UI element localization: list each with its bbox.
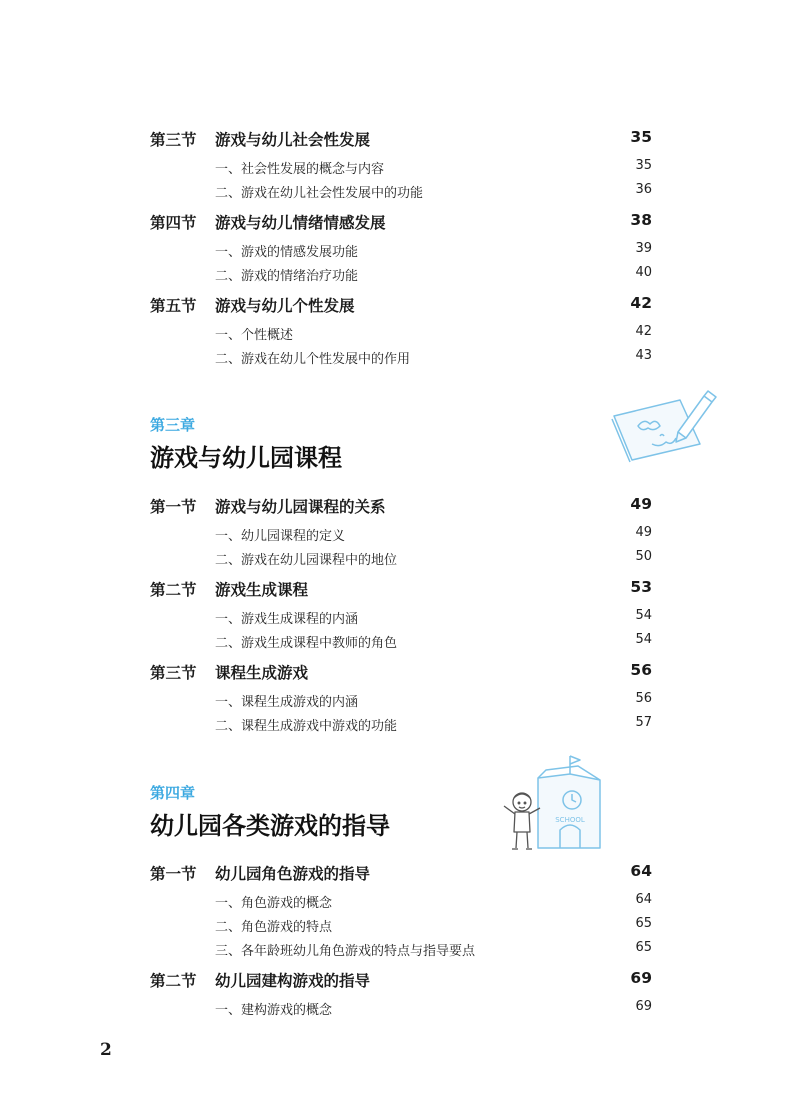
section-page: 49 xyxy=(630,495,652,513)
subsection-page: 40 xyxy=(635,265,652,280)
subsection-page: 35 xyxy=(635,158,652,173)
toc-subsection-row[interactable] xyxy=(215,348,652,368)
toc-subsection-row[interactable] xyxy=(215,158,652,178)
section-number: 第五节 xyxy=(150,297,197,315)
chapter-label[interactable]: 第四章 xyxy=(150,784,196,802)
section-title: 游戏与幼儿园课程的关系 xyxy=(215,498,386,516)
section-page: 64 xyxy=(630,862,652,880)
section-page: 35 xyxy=(630,128,652,146)
toc-section-row[interactable] xyxy=(150,578,652,602)
toc-subsection-row[interactable] xyxy=(215,182,652,202)
section-number: 第二节 xyxy=(150,581,197,599)
toc-subsection-row[interactable] xyxy=(215,608,652,628)
notepad-pencil-illustration xyxy=(608,386,718,466)
toc-subsection-row[interactable] xyxy=(215,525,652,545)
toc-subsection-row[interactable] xyxy=(215,691,652,711)
section-number: 第三节 xyxy=(150,664,197,682)
section-page: 38 xyxy=(630,211,652,229)
section-page: 53 xyxy=(630,578,652,596)
subsection-page: 54 xyxy=(635,632,652,647)
subsection-page: 43 xyxy=(635,348,652,363)
toc-section-row[interactable] xyxy=(150,969,652,993)
toc-subsection-row[interactable] xyxy=(215,916,652,936)
toc-section-row[interactable] xyxy=(150,862,652,886)
section-title: 幼儿园角色游戏的指导 xyxy=(215,865,371,883)
section-title: 游戏生成课程 xyxy=(215,581,309,599)
subsection-page: 36 xyxy=(635,182,652,197)
section-number: 第四节 xyxy=(150,214,197,232)
subsection-page: 50 xyxy=(635,549,652,564)
subsection-title: 二、游戏在幼儿园课程中的地位 xyxy=(215,553,398,568)
subsection-page: 54 xyxy=(635,608,652,623)
toc-subsection-row[interactable] xyxy=(215,265,652,285)
page-number: 2 xyxy=(100,1040,112,1060)
subsection-page: 42 xyxy=(635,324,652,339)
subsection-title: 一、游戏生成课程的内涵 xyxy=(215,612,359,627)
section-number: 第一节 xyxy=(150,865,197,883)
section-title: 游戏与幼儿情绪情感发展 xyxy=(215,214,386,232)
section-page: 56 xyxy=(630,661,652,679)
subsection-title: 一、幼儿园课程的定义 xyxy=(215,529,346,544)
chapter-title[interactable]: 游戏与幼儿园课程 xyxy=(150,444,342,472)
subsection-title: 二、游戏生成课程中教师的角色 xyxy=(215,636,398,651)
school-building-icon xyxy=(538,756,600,848)
subsection-page: 65 xyxy=(635,916,652,931)
section-number: 第二节 xyxy=(150,972,197,990)
toc-subsection-row[interactable] xyxy=(215,549,652,569)
chapter-title[interactable]: 幼儿园各类游戏的指导 xyxy=(150,812,390,840)
subsection-title: 二、游戏在幼儿社会性发展中的功能 xyxy=(215,186,424,201)
toc-subsection-row[interactable] xyxy=(215,241,652,261)
subsection-title: 一、社会性发展的概念与内容 xyxy=(215,162,385,177)
toc-section-row[interactable] xyxy=(150,661,652,685)
subsection-title: 二、课程生成游戏中游戏的功能 xyxy=(215,719,398,734)
subsection-title: 二、游戏的情绪治疗功能 xyxy=(215,269,359,284)
subsection-page: 64 xyxy=(635,892,652,907)
section-title: 游戏与幼儿个性发展 xyxy=(215,297,355,315)
school-sign-text: SCHOOL xyxy=(555,816,585,824)
subsection-title: 二、游戏在幼儿个性发展中的作用 xyxy=(215,352,411,367)
toc-subsection-row[interactable] xyxy=(215,940,652,960)
toc-section-row[interactable] xyxy=(150,294,652,318)
section-page: 69 xyxy=(630,969,652,987)
toc-subsection-row[interactable] xyxy=(215,715,652,735)
subsection-page: 69 xyxy=(635,999,652,1014)
section-title: 课程生成游戏 xyxy=(215,664,309,682)
section-title: 游戏与幼儿社会性发展 xyxy=(215,131,371,149)
toc-subsection-row[interactable] xyxy=(215,632,652,652)
subsection-title: 三、各年龄班幼儿角色游戏的特点与指导要点 xyxy=(215,944,476,959)
subsection-page: 57 xyxy=(635,715,652,730)
subsection-title: 一、角色游戏的概念 xyxy=(215,896,333,911)
subsection-page: 56 xyxy=(635,691,652,706)
toc-section-row[interactable] xyxy=(150,495,652,519)
toc-section-row[interactable] xyxy=(150,128,652,152)
toc-subsection-row[interactable] xyxy=(215,324,652,344)
subsection-page: 49 xyxy=(635,525,652,540)
child-figure-icon xyxy=(504,793,540,849)
toc-section-row[interactable] xyxy=(150,211,652,235)
subsection-title: 一、建构游戏的概念 xyxy=(215,1003,333,1018)
section-title: 幼儿园建构游戏的指导 xyxy=(215,972,371,990)
subsection-page: 65 xyxy=(635,940,652,955)
section-number: 第一节 xyxy=(150,498,197,516)
subsection-title: 一、游戏的情感发展功能 xyxy=(215,245,359,260)
section-number: 第三节 xyxy=(150,131,197,149)
subsection-title: 一、个性概述 xyxy=(215,328,294,343)
chapter-label[interactable]: 第三章 xyxy=(150,416,196,434)
subsection-title: 一、课程生成游戏的内涵 xyxy=(215,695,359,710)
subsection-page: 39 xyxy=(635,241,652,256)
toc-subsection-row[interactable] xyxy=(215,892,652,912)
child-school-illustration xyxy=(500,752,612,860)
subsection-title: 二、角色游戏的特点 xyxy=(215,920,333,935)
toc-subsection-row[interactable] xyxy=(215,999,652,1019)
section-page: 42 xyxy=(630,294,652,312)
